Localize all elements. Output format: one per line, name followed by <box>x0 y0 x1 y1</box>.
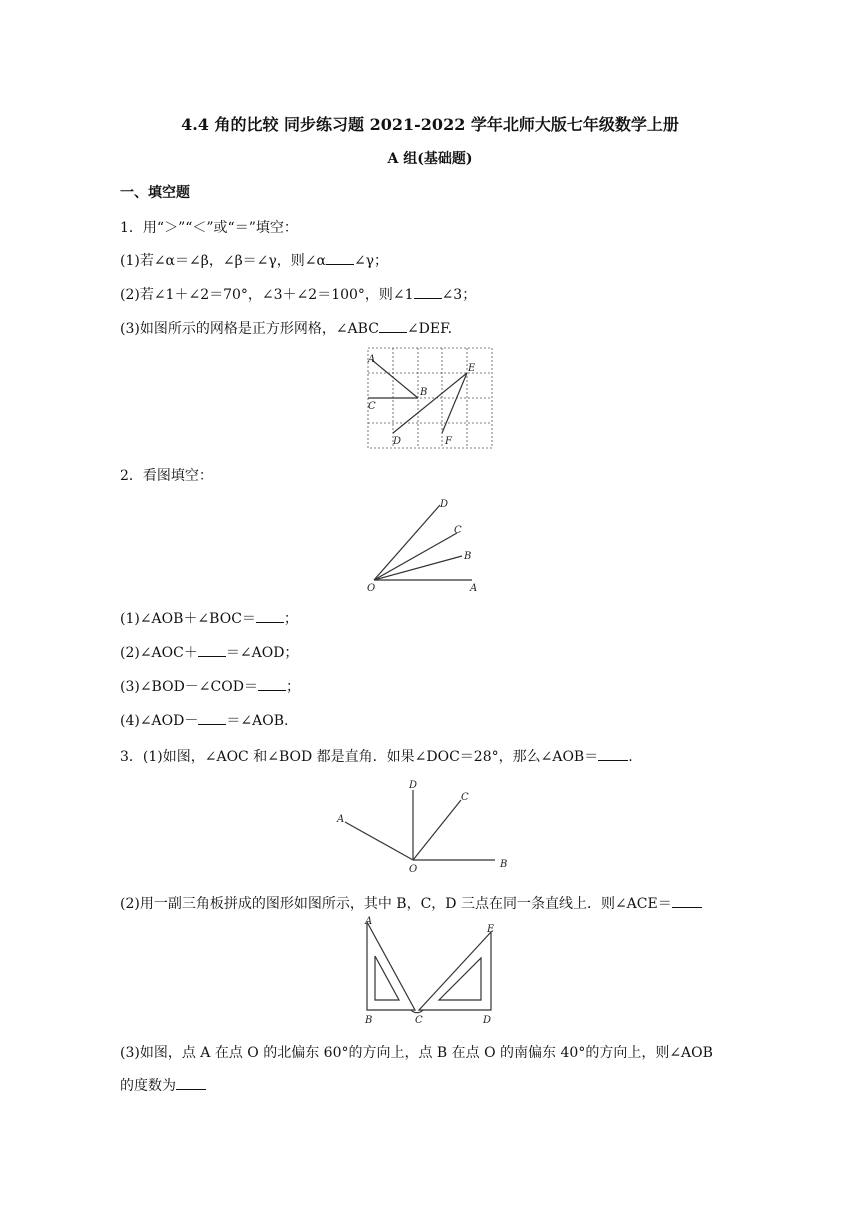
q3-part2: (2)用一副三角板拼成的图形如图所示，其中 B，C，D 三点在同一条直线上．则∠ACE＝ <box>120 893 702 913</box>
answer-blank[interactable] <box>672 893 702 908</box>
q2-stem: 2．看图填空： <box>120 468 213 484</box>
q1-grid-figure <box>360 346 500 450</box>
answer-blank[interactable] <box>598 746 628 761</box>
q3-part1: 3．(1)如图，∠AOC 和∠BOD 都是直角．如果∠DOC＝28°，那么∠AOB＝ . <box>120 746 633 766</box>
label-B: B <box>365 1015 373 1026</box>
label-A: A <box>365 916 373 927</box>
label-C: C <box>454 525 462 536</box>
label-D: D <box>393 436 402 447</box>
q2-part2: (2)∠AOC＋ ＝∠AOD； <box>120 642 298 662</box>
answer-blank[interactable] <box>326 250 354 265</box>
q3-part3-line2: 的度数为 <box>120 1075 206 1095</box>
q3-set-squares-figure <box>355 916 510 1028</box>
q1-part1: (1)若∠α＝∠β，∠β＝∠γ，则∠α ∠γ； <box>120 250 388 270</box>
answer-blank[interactable] <box>176 1075 206 1090</box>
page-title: 4.4 角的比较 同步练习题 2021-2022 学年北师大版七年级数学上册 <box>181 115 679 134</box>
q2-part3: (3)∠BOD－∠COD＝ ； <box>120 676 300 696</box>
answer-blank[interactable] <box>258 676 286 691</box>
answer-blank[interactable] <box>256 608 284 623</box>
answer-blank[interactable] <box>198 642 226 657</box>
q2-part4: (4)∠AOD－ ＝∠AOB. <box>120 710 288 730</box>
label-A: A <box>337 814 345 825</box>
label-D: D <box>409 780 418 791</box>
label-B: B <box>420 387 428 398</box>
q3-angles-figure <box>335 778 525 874</box>
label-E: E <box>468 363 476 374</box>
label-E: E <box>487 924 495 935</box>
label-C: C <box>368 401 376 412</box>
answer-blank[interactable] <box>414 284 442 299</box>
label-O: O <box>367 583 376 594</box>
answer-blank[interactable] <box>379 318 407 333</box>
label-C: C <box>415 1015 423 1026</box>
q2-rays-figure <box>362 495 492 595</box>
section-heading: 一、填空题 <box>120 185 190 201</box>
label-B: B <box>500 859 508 870</box>
label-F: F <box>445 436 452 447</box>
label-A: A <box>368 354 376 365</box>
q1-part2: (2)若∠1＋∠2＝70°，∠3＋∠2＝100°，则∠1 ∠3； <box>120 284 476 304</box>
page-subtitle: A 组(基础题) <box>387 151 473 167</box>
label-D: D <box>440 499 449 510</box>
q1-part3: (3)如图所示的网格是正方形网格，∠ABC ∠DEF. <box>120 318 452 338</box>
label-A: A <box>470 583 478 594</box>
label-B: B <box>464 551 472 562</box>
q3-part3-line1: (3)如图，点 A 在点 O 的北偏东 60°的方向上，点 B 在点 O 的南偏东 40°的方向上，则∠AOB <box>120 1045 713 1061</box>
answer-blank[interactable] <box>198 710 226 725</box>
q1-stem: 1．用“＞”“＜”或“＝”填空： <box>120 220 298 236</box>
label-C: C <box>461 792 469 803</box>
q2-part1: (1)∠AOB＋∠BOC＝ ； <box>120 608 298 628</box>
label-O: O <box>409 864 418 874</box>
label-D: D <box>483 1015 492 1026</box>
